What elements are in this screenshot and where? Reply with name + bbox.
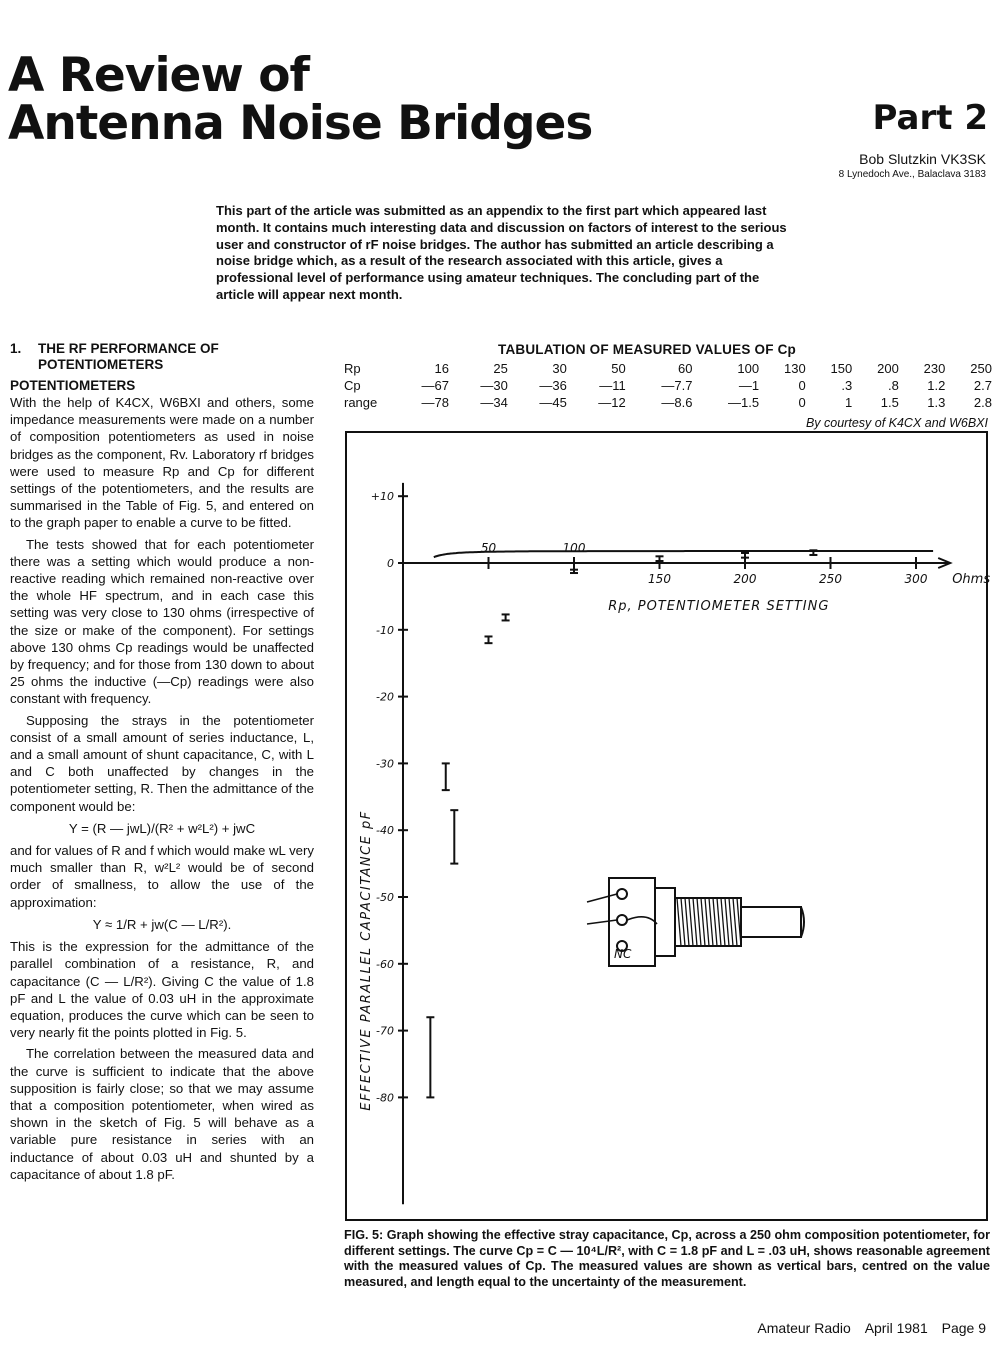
table-row [344, 360, 992, 377]
footer-date: April 1981 [864, 1320, 928, 1336]
section-heading-line-2: POTENTIOMETERS [38, 357, 164, 372]
part-label: Part 2 [872, 98, 988, 138]
pot-thread-line [721, 898, 725, 946]
x-tick-label: 50 [480, 541, 497, 555]
error-bar [426, 1017, 434, 1097]
section-heading-line-1: THE RF PERFORMANCE OF [38, 341, 219, 356]
equation-2: Y ≈ 1/R + jw(C — L/R²). [92, 916, 232, 932]
x-tick-label: 200 [733, 572, 757, 586]
page-footer [747, 1320, 986, 1336]
y-tick-label: -70 [376, 1024, 394, 1038]
equation-1: Y = (R — jwL)/(R² + w²L²) + jwC [68, 820, 256, 836]
table-cell: —78 [421, 395, 449, 410]
sketch-nc-label: NC [614, 947, 632, 961]
paragraph-6: The correlation between the measured data and the curve is sufficient to indicate that the above supposition is fairly close; so that we may assume that a composition potentiometer, when wired as shown in the sketch of Fig. 5 will behave as a variable pure resistance in series with an inductance of about 0.03 uH and shunted by a capacitance of about 1.8 pF. [10, 1046, 314, 1182]
paragraph-2: The tests showed that for each potentiometer there was a setting which would produce a non-reactive reading which remained non-reactive over the whole HF spectrum, and in each case this setting was very close to 130 ohms (irrespective of the size or make of the component). For settings above 130 ohms Cp readings would be unaffected by frequency; and for those from 130 down to about 25 ohms the inductive (—Cp) readings were also constant with frequency. [10, 536, 314, 707]
intro-paragraph: This part of the article was submitted as an appendix to the first part which appeared last month. It contains much interesting data and discussion on factors of interest to the serious user and constructor of rF noise bridges. The author has submitted an article describing a noise bridge which, as a result of the research associated with this article, gives a professional level of performance using amateur techniques. The concluding part of the article will appear next month. [216, 203, 787, 302]
x-axis-label: Rp, POTENTIOMETER SETTING [608, 599, 830, 614]
pot-thread-line [685, 898, 689, 946]
lead-wire [587, 920, 617, 924]
potentiometer-sketch [587, 878, 804, 966]
author-block [839, 151, 986, 180]
paragraph-1: With the help of K4CX, W6BXI and others, some impedance measurements were made on a number of composition potentiometers as used in noise bridges as the component, Rv. Laboratory rf bridges were used to measure Rp and Cp for different settings of the potentiometers, and the results are summarised in the Table of Fig. 5, and entered on to the graph paper to enable a curve to be fitted. [10, 395, 314, 531]
error-bar [809, 550, 817, 555]
table-cell: 230 [923, 361, 946, 376]
table-cell: 130 [783, 361, 806, 376]
pot-thread-line [697, 898, 701, 946]
table-cell: —36 [539, 378, 567, 393]
table-cell: .8 [887, 378, 899, 393]
table-cell: 250 [970, 361, 992, 376]
y-tick-label: -60 [376, 957, 394, 971]
section-heading [10, 341, 314, 357]
pot-thread-line [705, 898, 709, 946]
table-cell: 100 [737, 361, 760, 376]
table-cell: —1 [738, 378, 760, 393]
table-cell: 25 [493, 361, 508, 376]
pot-thread-line [681, 898, 685, 946]
pot-terminal [617, 915, 627, 925]
table-cell: 50 [611, 361, 626, 376]
pot-shaft [741, 907, 801, 937]
article-title [8, 48, 593, 151]
title-line-2: Antenna Noise Bridges [8, 96, 593, 151]
table-courtesy: By courtesy of K4CX and W6BXI [805, 416, 988, 430]
table-cell: 2.8 [973, 395, 992, 410]
pot-thread-line [701, 898, 705, 946]
pot-thread-line [725, 898, 729, 946]
author-name: Bob Slutzkin VK3SK [859, 151, 986, 167]
y-tick-label: -50 [376, 891, 394, 904]
table-cell: 0 [798, 378, 806, 393]
lead-wire [587, 894, 617, 902]
x-tick-label: 250 [819, 572, 842, 586]
error-bar [741, 553, 749, 558]
table-cell: —30 [480, 378, 508, 393]
x-tick-label: 300 [904, 572, 928, 586]
values-table [344, 360, 992, 411]
error-bar [502, 614, 510, 620]
table-row-label: range [344, 395, 378, 410]
table-cell: —1.5 [728, 395, 760, 410]
pot-thread-line [689, 898, 693, 946]
y-tick-label: -30 [376, 757, 394, 771]
pot-thread-line [729, 898, 733, 946]
table-cell: 0 [798, 395, 806, 410]
pot-thread-line [677, 898, 681, 946]
section-number: 1. [10, 341, 22, 356]
error-bar [442, 763, 450, 790]
y-tick-label: 0 [387, 557, 394, 570]
table-cell: —12 [598, 395, 626, 410]
subheading: POTENTIOMETERS [10, 378, 136, 393]
figure-caption: FIG. 5: Graph showing the effective stray capacitance, Cp, across a 250 ohm composition potentiometer, for different settings. The curve Cp = C — 10⁴L/R², with C = 1.8 pF and L = .03 uH, shows reasonable agreement with the measured values of Cp. The measured values are shown as vertical bars, centred on the value measured, and length equal to the uncertainty of the measurement. [344, 1228, 990, 1289]
error-bar [656, 556, 664, 561]
table-cell: 1.3 [927, 395, 946, 410]
table-row [344, 394, 992, 411]
footer-page: Page 9 [941, 1320, 986, 1336]
y-tick-label: -20 [376, 690, 394, 704]
pot-thread-line [709, 898, 713, 946]
table-cell: 16 [434, 361, 449, 376]
paragraph-5: This is the expression for the admittance of the parallel combination of a resistance, R, and capacitance (C — L/R²). Giving C the value of 1.8 pF and L the value of 0.03 uH in the approximate equation, produces the curve which can be seen to very nearly fit the points plotted in Fig. 5. [10, 939, 314, 1041]
table-cell: 2.7 [973, 378, 992, 393]
table-cell: 150 [830, 361, 853, 376]
footer-magazine: Amateur Radio [757, 1320, 851, 1336]
y-tick-label: +10 [370, 490, 394, 504]
pot-terminal [617, 889, 627, 899]
chart-svg [347, 433, 991, 1219]
table-cell: —67 [421, 378, 449, 393]
y-axis-label: EFFECTIVE PARALLEL CAPACITANCE pF [359, 810, 374, 1111]
table-cell: 60 [677, 361, 693, 376]
x-tick-label: 150 [648, 572, 671, 586]
paragraph-3: Supposing the strays in the potentiometer consist of a small amount of series inductance, L, and a small amount of shunt capacitance, C, with L and C both unaffected by changes in the potentiometer setting, R. Then the admittance of the component would be: [10, 712, 314, 814]
pot-bushing [655, 888, 675, 956]
table-cell: .3 [841, 378, 853, 393]
table-cell: —34 [480, 395, 508, 410]
table-row [344, 377, 992, 394]
table-title: TABULATION OF MEASURED VALUES OF Cp [498, 342, 796, 357]
table-cell: 1 [845, 395, 853, 410]
x-unit-label: Ohms [952, 572, 991, 587]
y-tick-label: -10 [376, 623, 394, 637]
x-tick-label: 100 [562, 541, 586, 555]
left-column [10, 341, 314, 1183]
pot-thread-line [693, 898, 697, 946]
author-address: 8 Lynedoch Ave., Balaclava 3183 [838, 169, 986, 180]
table-cell: —45 [539, 395, 567, 410]
table-cell: 30 [552, 361, 567, 376]
table-cell: —11 [599, 378, 626, 393]
y-tick-label: -40 [376, 824, 394, 838]
pot-thread-line [717, 898, 721, 946]
title-line-1: A Review of [8, 48, 309, 103]
table-row-label: Rp [344, 361, 361, 376]
table-cell: 1.2 [927, 378, 946, 393]
table-row-label: Cp [344, 378, 361, 393]
y-tick-label: -80 [376, 1091, 394, 1105]
fitted-curve [434, 551, 933, 557]
paragraph-4: and for values of R and f which would make wL very much smaller than R, w²L² would be of second order of smallness, to allow the use of the approximation: [10, 843, 314, 910]
error-bar [450, 810, 458, 863]
wiper-link [627, 917, 657, 924]
table-cell: 200 [877, 361, 899, 376]
chart-marks [426, 550, 933, 1097]
figure-5-graph [345, 431, 991, 1221]
pot-thread-line [733, 898, 737, 946]
error-bar [485, 636, 493, 643]
error-bar [570, 570, 578, 573]
table-cell: —8.6 [661, 395, 693, 410]
pot-thread-line [713, 898, 717, 946]
table-cell: 1.5 [880, 395, 899, 410]
table-cell: —7.7 [661, 378, 693, 393]
